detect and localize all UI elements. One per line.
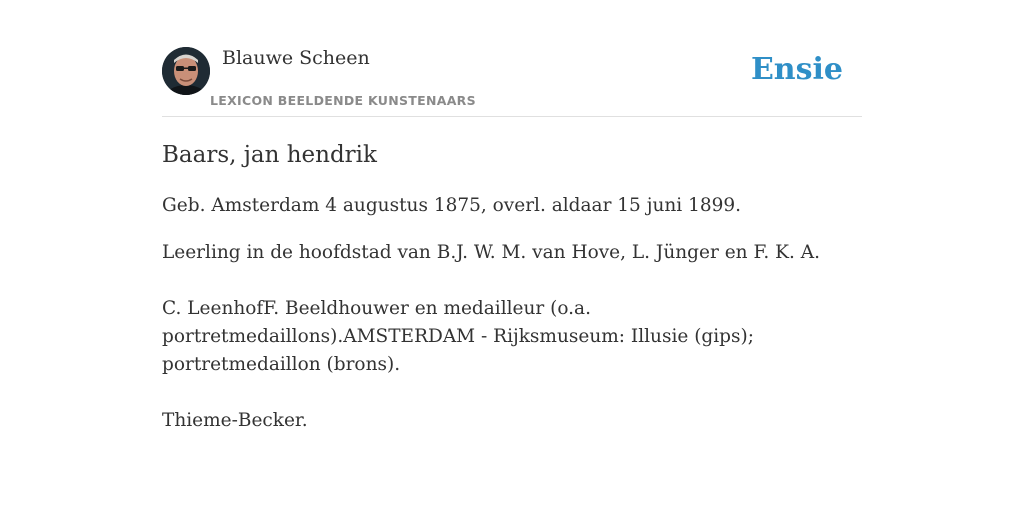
paragraph-works: C. LeenhofF. Beeldhouwer en medailleur (o.a. portretmedaillons).AMSTERDAM - Rijksmuseum: Illusie (gips); portretmedaillon (brons). <box>162 298 754 375</box>
article-body <box>162 192 862 435</box>
author-name[interactable]: Blauwe Scheen <box>222 47 370 69</box>
category-label[interactable]: LEXICON BEELDENDE KUNSTENAARS <box>210 93 476 108</box>
author-avatar[interactable] <box>162 47 210 95</box>
article-header <box>162 0 862 117</box>
page-title: Baars, jan hendrik <box>162 142 377 168</box>
avatar-portrait-icon <box>162 47 210 95</box>
paragraph-training: Leerling in de hoofdstad van B.J. W. M. van Hove, L. Jünger en F. K. A. <box>162 242 820 263</box>
ensie-logo[interactable]: Ensie <box>750 52 843 87</box>
paragraph-birth: Geb. Amsterdam 4 augustus 1875, overl. aldaar 15 juni 1899. <box>162 195 742 216</box>
article-page <box>162 0 862 431</box>
paragraph-source: Thieme-Becker. <box>162 410 308 431</box>
